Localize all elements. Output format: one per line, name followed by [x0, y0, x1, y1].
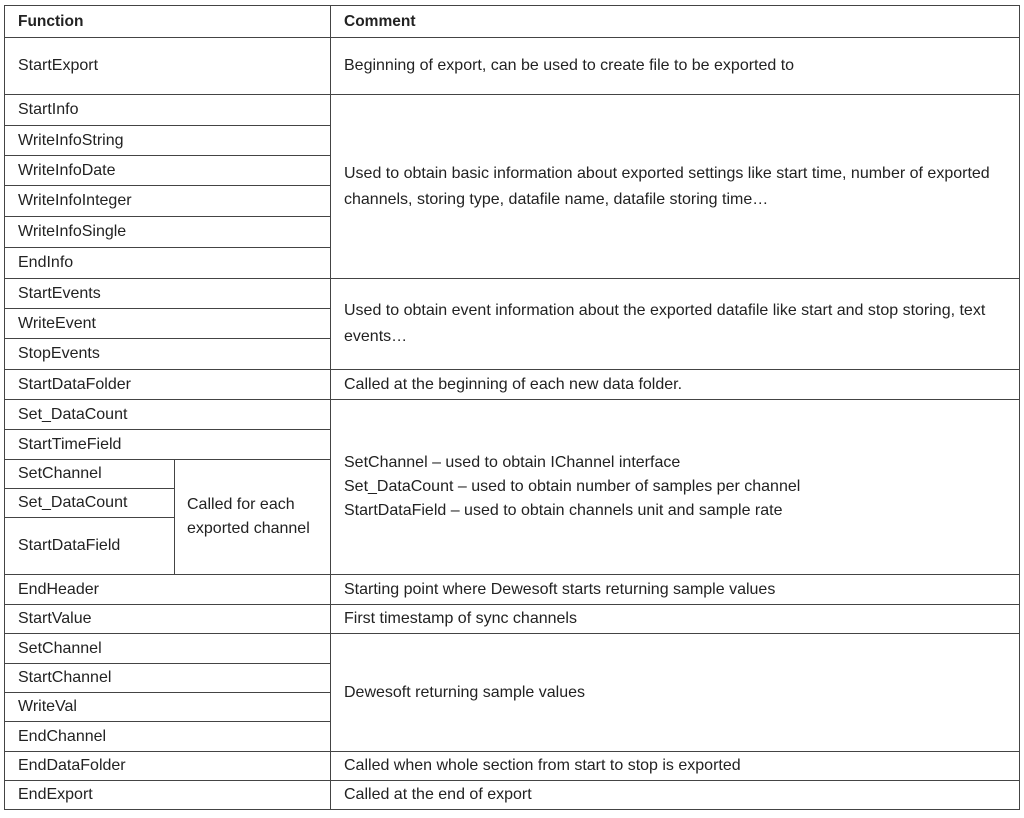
function-set-channel-inner: SetChannel: [5, 460, 175, 489]
function-end-export: EndExport: [5, 781, 331, 810]
function-start-data-field: StartDataField: [5, 518, 175, 575]
function-end-header: EndHeader: [5, 575, 331, 605]
header-comment: Comment: [331, 6, 1020, 38]
table-row: [5, 634, 1020, 664]
comment-info: Used to obtain basic information about exported settings like start time, number of exported channels, storing type, datafile name, datafile storing time…: [331, 95, 1020, 279]
table-row: [5, 605, 1020, 634]
function-set-channel: SetChannel: [5, 634, 331, 664]
function-start-channel: StartChannel: [5, 664, 331, 693]
function-start-export: StartExport: [5, 38, 331, 95]
header-function: Function: [5, 6, 331, 38]
comment-start-value: First timestamp of sync channels: [331, 605, 1020, 634]
function-write-info-date: WriteInfoDate: [5, 156, 331, 186]
function-stop-events: StopEvents: [5, 339, 331, 370]
table-header-row: [5, 6, 1020, 38]
function-write-info-integer: WriteInfoInteger: [5, 186, 331, 217]
function-set-data-count: Set_DataCount: [5, 400, 331, 430]
function-end-data-folder: EndDataFolder: [5, 752, 331, 781]
comment-start-data-folder: Called at the beginning of each new data folder.: [331, 370, 1020, 400]
per-channel-note: Called for each exported channel: [175, 460, 331, 575]
table-row: [5, 38, 1020, 95]
comment-start-export: Beginning of export, can be used to create file to be exported to: [331, 38, 1020, 95]
function-start-time-field: StartTimeField: [5, 430, 331, 460]
function-start-info: StartInfo: [5, 95, 331, 126]
comment-end-data-folder: Called when whole section from start to stop is exported: [331, 752, 1020, 781]
function-write-event: WriteEvent: [5, 309, 331, 339]
function-write-info-string: WriteInfoString: [5, 126, 331, 156]
function-table: [4, 5, 1020, 810]
table-row: [5, 752, 1020, 781]
table-row: [5, 279, 1020, 309]
comment-sample-values: Dewesoft returning sample values: [331, 634, 1020, 752]
comment-end-header: Starting point where Dewesoft starts returning sample values: [331, 575, 1020, 605]
table-row: [5, 400, 1020, 430]
function-end-channel: EndChannel: [5, 722, 331, 752]
comment-line: StartDataField – used to obtain channels unit and sample rate: [344, 502, 783, 519]
comment-line: Set_DataCount – used to obtain number of samples per channel: [344, 478, 801, 495]
function-write-info-single: WriteInfoSingle: [5, 217, 331, 248]
function-write-val: WriteVal: [5, 693, 331, 722]
function-start-value: StartValue: [5, 605, 331, 634]
table-row: [5, 575, 1020, 605]
function-end-info: EndInfo: [5, 248, 331, 279]
comment-line: SetChannel – used to obtain IChannel interface: [344, 454, 681, 471]
table-row: [5, 95, 1020, 126]
function-set-data-count-inner: Set_DataCount: [5, 489, 175, 518]
comment-channel-setup: [331, 400, 1020, 575]
table-row: [5, 781, 1020, 810]
function-start-data-folder: StartDataFolder: [5, 370, 331, 400]
comment-events: Used to obtain event information about the exported datafile like start and stop storing, text events…: [331, 279, 1020, 370]
function-start-events: StartEvents: [5, 279, 331, 309]
comment-end-export: Called at the end of export: [331, 781, 1020, 810]
table-row: [5, 370, 1020, 400]
